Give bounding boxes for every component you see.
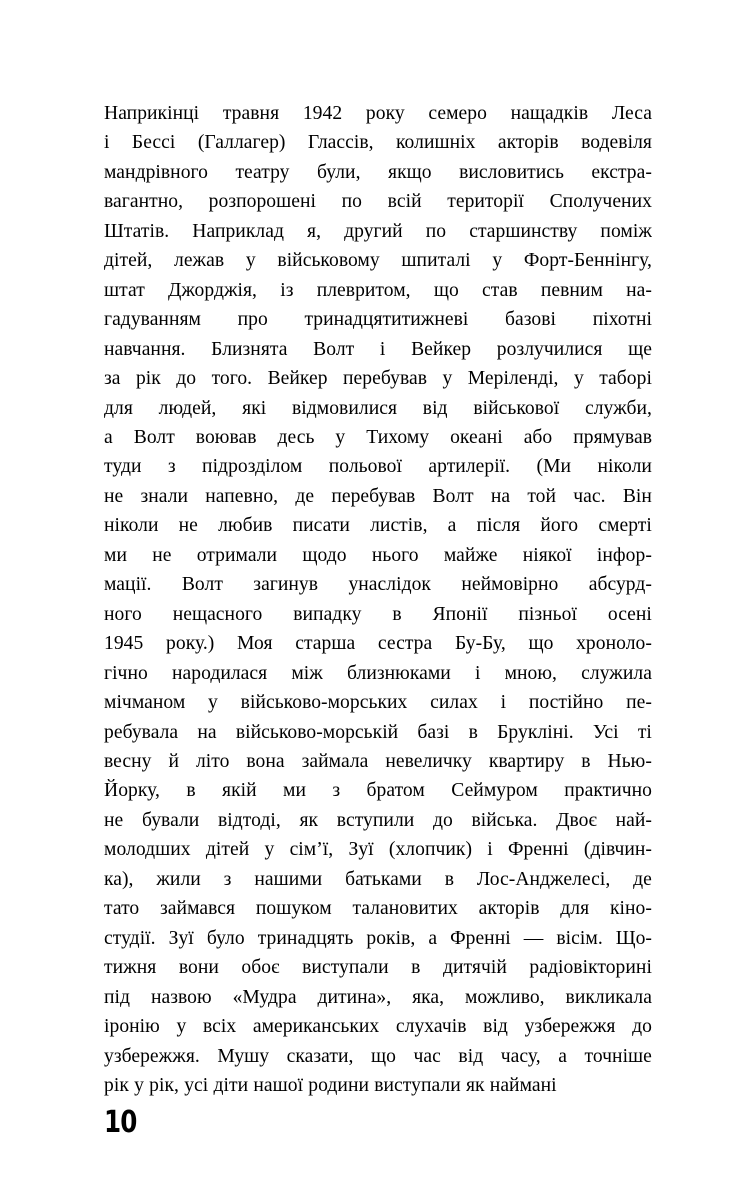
text-word: базі: [417, 721, 450, 743]
text-word: невеличку: [385, 750, 472, 772]
text-line: [104, 305, 652, 334]
text-word: писати: [292, 515, 350, 537]
text-line: [104, 276, 652, 305]
body-text-block: [104, 99, 652, 1100]
text-word: а: [428, 927, 438, 949]
text-word: мною,: [504, 662, 557, 684]
text-word: знали: [140, 485, 189, 507]
text-word: і: [500, 692, 507, 714]
text-word: певним: [540, 279, 603, 301]
text-word: Тихому: [366, 426, 430, 448]
text-word: в: [392, 603, 402, 625]
text-word: Двоє: [556, 809, 597, 831]
text-line: [104, 541, 652, 570]
text-word: 1945: [104, 633, 144, 655]
text-word: не: [104, 485, 124, 507]
text-word: дітей,: [104, 250, 153, 272]
text-word: старшинству: [469, 220, 578, 242]
text-word: напевно,: [205, 485, 279, 507]
text-word: став: [482, 279, 518, 301]
text-line: [104, 570, 652, 599]
text-word: в: [444, 868, 454, 890]
text-word: і: [487, 839, 493, 861]
text-word: колишніх: [395, 132, 476, 154]
text-word: де: [295, 485, 315, 507]
text-line: [104, 246, 652, 275]
text-word: літо: [195, 750, 230, 772]
text-word: (Галлагер): [197, 132, 286, 154]
text-word: займався: [160, 898, 236, 920]
text-word: тато: [104, 898, 140, 920]
text-word: близнюками: [347, 662, 451, 684]
text-word: часу,: [500, 1045, 541, 1067]
text-word: і: [104, 132, 110, 154]
text-word: базові: [505, 309, 557, 331]
text-word: у: [573, 368, 584, 390]
text-word: Френні: [508, 839, 569, 861]
text-word: Лос-Анджелесі,: [476, 868, 611, 890]
text-word: на-: [626, 279, 652, 301]
text-word: братом: [366, 780, 425, 802]
text-word: не: [152, 544, 172, 566]
text-word: підрозділом: [202, 456, 303, 478]
text-word: за: [104, 368, 121, 390]
text-word: від: [422, 397, 448, 419]
text-word: практично: [564, 780, 652, 802]
text-word: дитячій: [443, 957, 507, 979]
text-word: із: [280, 279, 294, 301]
text-word: було: [206, 927, 245, 949]
text-word: у: [492, 250, 503, 272]
text-word: мації.: [104, 574, 152, 596]
text-word: листів,: [370, 515, 428, 537]
text-word: відмовилися: [292, 397, 398, 419]
text-word: ще: [628, 338, 652, 360]
text-word: про: [237, 309, 268, 331]
text-line: [104, 511, 652, 540]
text-word: любив: [218, 515, 273, 537]
text-word: ніколи: [104, 515, 159, 537]
text-word: нього: [371, 544, 419, 566]
text-line: [104, 718, 652, 747]
text-word: Бессі: [131, 132, 176, 154]
text-word: тижня: [104, 957, 157, 979]
text-word: були,: [317, 161, 361, 183]
text-word: якщо: [388, 161, 432, 183]
text-word: ка),: [104, 868, 134, 890]
text-line: [104, 924, 652, 953]
text-word: війська.: [471, 809, 538, 831]
text-word: Зуї: [348, 839, 374, 861]
text-word: Усі: [592, 721, 619, 743]
text-word: смерті: [598, 515, 652, 537]
text-word: ніколи: [597, 456, 652, 478]
text-word: майже: [443, 544, 498, 566]
text-word: талановитих: [352, 898, 458, 920]
text-word: Моя: [237, 633, 273, 655]
text-word: радіовікторині: [529, 957, 652, 979]
text-word: американських: [252, 1016, 380, 1038]
text-word: унаслідок: [348, 574, 431, 596]
text-word: до: [176, 368, 197, 390]
text-word: хроноло-: [576, 633, 652, 655]
page-number: 10: [104, 1105, 137, 1140]
text-word: старша: [295, 633, 356, 655]
text-word: сім’ї,: [289, 839, 334, 861]
text-line: [104, 187, 652, 216]
text-word: бували: [141, 809, 200, 831]
text-word: Сеймуром: [451, 780, 538, 802]
text-word: акторів: [478, 898, 540, 920]
text-word: десь: [277, 426, 315, 448]
text-word: час.: [573, 485, 606, 507]
text-word: кіно-: [609, 898, 652, 920]
text-word: займала: [301, 750, 369, 772]
text-word: вони: [178, 957, 219, 979]
text-word: гадуванням: [104, 309, 201, 331]
text-word: осені: [607, 603, 652, 625]
text-word: вагантно,: [104, 191, 184, 213]
text-word: після: [476, 515, 521, 537]
text-word: людей,: [158, 397, 217, 419]
text-word: Наприкінці: [104, 103, 200, 124]
text-word: мандрівного: [104, 161, 208, 183]
text-word: розлучилися: [496, 338, 603, 360]
text-word: другий: [344, 220, 403, 242]
text-line-content: рік у рік, усі діти нашої родини виступали як наймані: [104, 1074, 557, 1096]
text-word: випадку: [293, 603, 362, 625]
text-line: [104, 894, 652, 923]
text-word: Брукліні.: [497, 721, 574, 743]
text-word: в: [186, 780, 196, 802]
text-word: травня: [222, 103, 280, 124]
text-word: Штатів.: [104, 220, 170, 242]
text-word: до: [432, 809, 453, 831]
text-word: той: [527, 485, 557, 507]
text-word: від: [458, 1045, 484, 1067]
text-word: а: [447, 515, 457, 537]
text-word: ребувала: [104, 721, 179, 743]
text-word: (хлопчик): [388, 839, 473, 861]
text-word: Наприклад: [192, 220, 284, 242]
text-line: [104, 423, 652, 452]
text-word: квартиру: [488, 750, 565, 772]
text-word: загинув: [253, 574, 319, 596]
text-line: [104, 747, 652, 776]
text-word: вступили: [336, 809, 415, 831]
text-line: [104, 158, 652, 187]
text-word: артилерії.: [428, 456, 511, 478]
text-line: [104, 99, 652, 128]
text-line: [104, 983, 652, 1012]
text-word: Сполучених: [549, 191, 652, 213]
text-word: студії.: [104, 927, 156, 949]
text-word: неймовірно: [461, 574, 559, 596]
text-word: військово-морській: [235, 721, 399, 743]
text-word: молодших: [104, 839, 191, 861]
text-word: вісім.: [556, 927, 603, 949]
text-word: на: [490, 485, 511, 507]
body-paragraph: [104, 99, 652, 1100]
text-word: або: [523, 426, 553, 448]
text-word: ного: [104, 603, 142, 625]
text-word: військової: [473, 397, 560, 419]
text-word: у: [245, 250, 256, 272]
text-line: [104, 1071, 652, 1100]
text-word: сестра: [377, 633, 433, 655]
text-line: [104, 600, 652, 629]
text-word: для: [104, 397, 133, 419]
text-word: висловитись: [459, 161, 564, 183]
text-word: якій: [222, 780, 257, 802]
text-word: театру: [235, 161, 290, 183]
text-word: рік: [135, 368, 161, 390]
text-word: таборі: [599, 368, 652, 390]
text-word: служби,: [585, 397, 652, 419]
text-word: океані: [450, 426, 503, 448]
text-word: штат: [104, 279, 145, 301]
text-word: ми: [104, 544, 127, 566]
text-word: у: [335, 426, 346, 448]
text-word: щодо: [302, 544, 347, 566]
text-word: тринадцятитижневі: [304, 309, 469, 331]
text-word: нещасного: [172, 603, 263, 625]
text-word: дитина»,: [317, 986, 392, 1008]
text-word: року: [365, 103, 405, 124]
text-word: між: [291, 662, 323, 684]
text-word: року.): [166, 633, 215, 655]
text-word: най-: [615, 809, 652, 831]
text-word: і: [474, 662, 481, 684]
text-word: пе-: [626, 692, 652, 714]
text-word: піхотні: [592, 309, 652, 331]
text-word: Джорджія,: [168, 279, 257, 301]
text-word: військовому: [277, 250, 380, 272]
text-word: Близнята: [211, 338, 288, 360]
text-word: з: [223, 868, 232, 890]
text-word: (дівчин-: [583, 839, 652, 861]
text-word: шпиталі: [401, 250, 471, 272]
text-word: Форт-Беннінгу,: [523, 250, 652, 272]
text-word: пізньої: [518, 603, 577, 625]
text-word: території: [447, 191, 524, 213]
text-word: народилася: [171, 662, 268, 684]
text-word: весну: [104, 750, 152, 772]
text-word: в: [468, 721, 478, 743]
text-word: років,: [366, 927, 416, 949]
text-word: ніякої: [522, 544, 572, 566]
text-word: військово-морських: [240, 692, 408, 714]
text-line: [104, 688, 652, 717]
text-word: лежав: [174, 250, 225, 272]
text-word: по: [425, 220, 447, 242]
text-word: екстра-: [591, 161, 652, 183]
text-word: сказати,: [286, 1045, 354, 1067]
text-word: точніше: [584, 1045, 652, 1067]
text-word: час: [413, 1045, 441, 1067]
text-word: Френні: [450, 927, 511, 949]
text-word: що: [433, 279, 459, 301]
text-word: в: [581, 750, 591, 772]
text-line: [104, 629, 652, 658]
text-word: гічно: [104, 662, 148, 684]
text-word: до: [632, 1016, 652, 1038]
text-word: того.: [211, 368, 253, 390]
text-word: де: [633, 868, 652, 890]
text-word: Йорку,: [104, 780, 160, 802]
text-line: [104, 776, 652, 805]
text-word: не: [178, 515, 198, 537]
text-word: перебував: [343, 368, 428, 390]
text-word: як: [299, 809, 319, 831]
text-word: а: [558, 1045, 567, 1067]
text-word: Зуї: [168, 927, 194, 949]
text-word: що: [528, 633, 554, 655]
text-word: (Ми: [536, 456, 572, 478]
text-word: пошуком: [255, 898, 332, 920]
text-word: я,: [307, 220, 322, 242]
text-word: Глассів,: [307, 132, 374, 154]
text-word: водевіля: [581, 132, 652, 154]
text-line: [104, 1042, 652, 1071]
text-line: [104, 452, 652, 481]
text-line: [104, 835, 652, 864]
text-line: [104, 394, 652, 423]
text-word: жили: [156, 868, 201, 890]
text-word: всій: [387, 191, 422, 213]
text-word: нащадків: [510, 103, 589, 124]
text-word: служила: [581, 662, 652, 684]
text-word: а: [104, 426, 113, 448]
text-word: по: [341, 191, 363, 213]
text-word: постійно: [528, 692, 604, 714]
text-word: мічманом: [104, 692, 186, 714]
text-line: [104, 482, 652, 511]
text-word: семеро: [428, 103, 487, 124]
text-word: поміж: [600, 220, 652, 242]
text-word: й: [168, 750, 179, 772]
text-word: у: [442, 368, 453, 390]
text-word: ті: [637, 721, 652, 743]
text-word: відтоді,: [218, 809, 281, 831]
text-word: Волт: [313, 338, 355, 360]
text-word: в: [411, 957, 421, 979]
text-word: на: [197, 721, 217, 743]
text-word: Японії: [432, 603, 488, 625]
text-word: і: [379, 338, 386, 360]
text-word: —: [523, 927, 544, 949]
text-word: викликала: [565, 986, 652, 1008]
text-word: назвою: [150, 986, 212, 1008]
text-word: яка,: [412, 986, 445, 1008]
text-line: [104, 217, 652, 246]
text-line: [104, 335, 652, 364]
text-word: узбережжя: [524, 1016, 616, 1038]
text-word: Леса: [611, 103, 652, 124]
text-word: прямував: [573, 426, 652, 448]
text-line: [104, 364, 652, 393]
text-word: всіх: [202, 1016, 237, 1038]
text-word: вона: [246, 750, 285, 772]
text-word: його: [540, 515, 579, 537]
text-line: [104, 953, 652, 982]
text-word: акторів: [497, 132, 559, 154]
text-word: Волт: [133, 426, 175, 448]
text-word: під: [104, 986, 131, 1008]
text-word: інфор-: [596, 544, 652, 566]
text-word: у: [208, 692, 218, 714]
text-word: батьками: [345, 868, 422, 890]
text-word: від: [483, 1016, 508, 1038]
text-word: отримали: [196, 544, 278, 566]
text-word: ми: [283, 780, 306, 802]
text-word: Меріленді,: [467, 368, 559, 390]
text-word: Що-: [615, 927, 652, 949]
text-word: Нью-: [607, 750, 652, 772]
text-word: тринадцять: [257, 927, 354, 949]
text-word: Мушу: [217, 1045, 270, 1067]
text-word: силах: [430, 692, 478, 714]
text-word: іронію: [104, 1016, 160, 1038]
text-word: обоє: [241, 957, 280, 979]
text-word: нашими: [254, 868, 323, 890]
text-word: можливо,: [464, 986, 545, 1008]
text-word: для: [560, 898, 590, 920]
text-word: у: [264, 839, 275, 861]
text-word: навчання.: [104, 338, 186, 360]
text-word: Бу-Бу,: [454, 633, 506, 655]
text-line: [104, 659, 652, 688]
text-line: [104, 865, 652, 894]
text-word: не: [104, 809, 124, 831]
text-word: «Мудра: [232, 986, 297, 1008]
text-word: перебував: [331, 485, 416, 507]
text-word: воював: [195, 426, 257, 448]
text-word: плевритом,: [316, 279, 411, 301]
text-word: дітей: [205, 839, 250, 861]
text-word: 1942: [302, 103, 343, 124]
text-word: Волт: [181, 574, 223, 596]
text-line: [104, 128, 652, 157]
text-line: [104, 806, 652, 835]
text-word: слухачів: [395, 1016, 467, 1038]
text-word: з: [332, 780, 341, 802]
text-word: абсурд-: [588, 574, 652, 596]
text-word: Вейкер: [411, 338, 472, 360]
text-word: туди: [104, 456, 142, 478]
text-word: Він: [622, 485, 652, 507]
text-word: узбережжя.: [104, 1045, 200, 1067]
text-word: які: [242, 397, 267, 419]
text-word: Волт: [432, 485, 474, 507]
text-line: [104, 1012, 652, 1041]
text-word: у: [176, 1016, 187, 1038]
text-word: польової: [328, 456, 402, 478]
text-word: розпорошені: [208, 191, 317, 213]
text-word: з: [167, 456, 176, 478]
text-word: що: [371, 1045, 396, 1067]
text-word: Вейкер: [267, 368, 328, 390]
text-word: виступали: [302, 957, 389, 979]
